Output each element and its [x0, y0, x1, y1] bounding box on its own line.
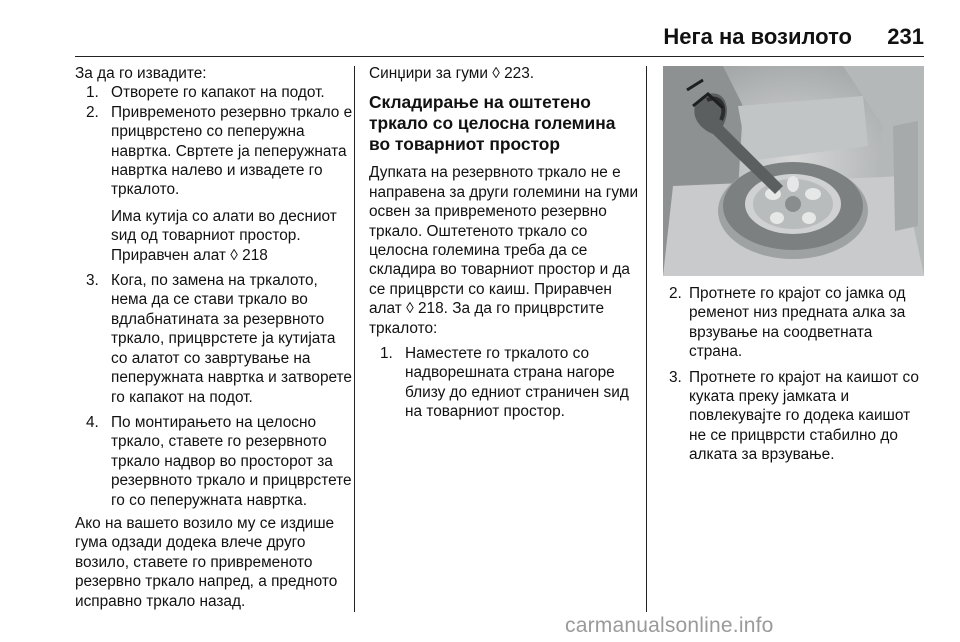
step-text: Отворете го капакот на подот. [111, 84, 325, 102]
step-number: 2. [669, 285, 682, 302]
step-1 [380, 344, 641, 422]
page-ref[interactable]: 223. [504, 65, 535, 82]
step-number: 4. [86, 413, 99, 431]
paragraph-text: Дупката на резервното тркало не е направена за други големини на гуми освен за привременото резервно тркало. Оштетеното тркало со целосна големина треба да се складира во товарниот простор и да се прицврсти со каиш. Приравчен алат [369, 164, 639, 318]
closing-paragraph: Ако на вашето возило му се издише гума одзади додека влече друго возило, ставете го привременото резервно тркало напред, а предното исправно тркало назад. [75, 514, 338, 610]
column-3 [669, 284, 929, 465]
step-2 [86, 103, 353, 200]
step-number: 3. [669, 368, 682, 386]
step-2 [669, 284, 929, 362]
column-divider-1 [354, 66, 355, 612]
step-number: 1. [86, 84, 99, 102]
page-number: 231 [887, 24, 924, 49]
step-text: Протнете го крајот на каишот со куката преку јамката и повлекувајте го додека каишот не се прицврсти стабилно до алката за врзување. [689, 368, 919, 464]
step-text: Кога, по замена на тркалото, нема да се стави тркало во вдлабнатината за резервното тркало, прицврстете ја кутијата со алатот со завртување на пеперужната навртка и затворете го капакот на подот. [111, 272, 352, 406]
reference-arrow-icon: ◊ [492, 65, 500, 82]
reference-arrow-icon: ◊ [406, 300, 414, 318]
page-ref[interactable]: 218 [242, 246, 268, 264]
intro-text: За да го извадите: [75, 65, 207, 82]
step-3 [86, 271, 353, 407]
step-number: 2. [86, 103, 99, 121]
body-paragraph [369, 163, 641, 338]
step-number: 3. [86, 272, 99, 290]
step-text: По монтирањето на целосно тркало, ставете го резервното тркало надвор во просторот за резервното тркало и прицврстете го со пеперужната навртка. [111, 413, 352, 509]
watermark-text: carmanualsonline.info [565, 614, 774, 637]
step-text: Привременото резервно тркало е прицврстено со пеперужна навртка. Свртете ја пеперужната навртка налево и извадете го тркалото. [111, 103, 353, 199]
step-3 [669, 368, 929, 465]
cross-reference [369, 64, 641, 83]
spare-wheel-illustration [663, 66, 924, 276]
header-rule [75, 56, 924, 57]
step-4 [86, 413, 353, 510]
paragraph-text-continued: 218. За да го прицврстите тркалото: [369, 300, 605, 337]
section-heading: Складирање на оштетено тркало со целосна големина во товарниот простор [369, 92, 616, 155]
step-1 [86, 83, 353, 102]
column-1 [75, 64, 353, 611]
step-text: Протнете го крајот со јамка од ременот низ предната алка за врзување на соодветната страна. [689, 285, 906, 361]
note-text: Има кутија со алати во десниот ѕид од товарниот простор. Приравчен алат [111, 207, 337, 264]
step-2-note [111, 207, 353, 265]
column-divider-2 [646, 66, 647, 612]
page-header-title: Нега на возилото [663, 24, 852, 49]
column-2 [369, 64, 641, 422]
trunk-scene-image [663, 66, 924, 276]
step-text: Наместете го тркалото со надворешната страна нагоре близу до едниот страничен ѕид на товарниот простор. [405, 345, 629, 421]
reference-arrow-icon: ◊ [230, 246, 238, 264]
xref-text: Синџири за гуми [369, 65, 488, 82]
step-number: 1. [380, 345, 393, 363]
